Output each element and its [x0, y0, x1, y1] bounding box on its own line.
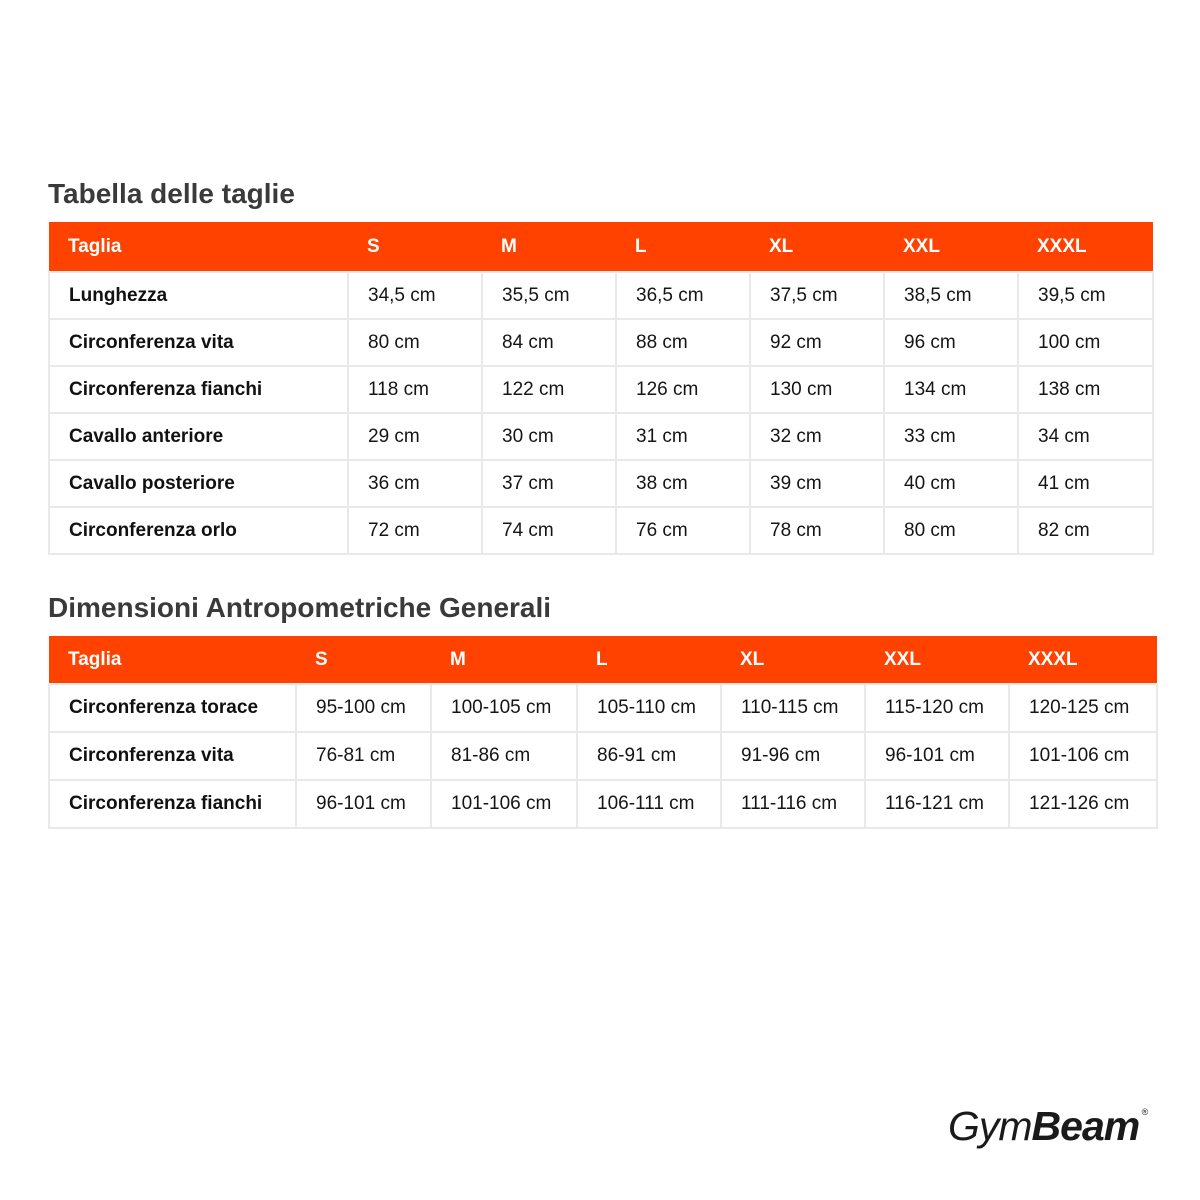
- table-cell: 78 cm: [750, 507, 884, 554]
- table-cell: 38 cm: [616, 460, 750, 507]
- row-label: Circonferenza vita: [49, 732, 296, 780]
- table-cell: 105-110 cm: [577, 684, 721, 732]
- table-cell: 40 cm: [884, 460, 1018, 507]
- table-cell: 95-100 cm: [296, 684, 431, 732]
- row-label: Circonferenza orlo: [49, 507, 348, 554]
- table-row: [49, 732, 1157, 780]
- row-label: Circonferenza fianchi: [49, 366, 348, 413]
- table-row: [49, 272, 1153, 319]
- table-cell: 106-111 cm: [577, 780, 721, 828]
- table-cell: 80 cm: [348, 319, 482, 366]
- column-header-xxxl: XXXL: [1018, 222, 1153, 272]
- table-cell: 130 cm: [750, 366, 884, 413]
- row-label: Circonferenza torace: [49, 684, 296, 732]
- table-cell: 34,5 cm: [348, 272, 482, 319]
- column-header-m: M: [431, 636, 577, 684]
- table-row: [49, 507, 1153, 554]
- table-cell: 82 cm: [1018, 507, 1153, 554]
- table-cell: 101-106 cm: [431, 780, 577, 828]
- table-row: [49, 366, 1153, 413]
- table-cell: 86-91 cm: [577, 732, 721, 780]
- table-cell: 76-81 cm: [296, 732, 431, 780]
- row-label: Lunghezza: [49, 272, 348, 319]
- body-measurements-table: [48, 636, 1158, 829]
- column-header-xxxl: XXXL: [1009, 636, 1157, 684]
- body-measurements-title: Dimensioni Antropometriche Generali: [48, 592, 552, 623]
- table-cell: 101-106 cm: [1009, 732, 1157, 780]
- registered-mark: ®: [1141, 1107, 1149, 1117]
- table-cell: 36,5 cm: [616, 272, 750, 319]
- table-cell: 39,5 cm: [1018, 272, 1153, 319]
- table-cell: 76 cm: [616, 507, 750, 554]
- table-cell: 96-101 cm: [865, 732, 1009, 780]
- table-cell: 30 cm: [482, 413, 616, 460]
- table-cell: 91-96 cm: [721, 732, 865, 780]
- table-cell: 31 cm: [616, 413, 750, 460]
- table-cell: 39 cm: [750, 460, 884, 507]
- column-header-m: M: [482, 222, 616, 272]
- table-cell: 118 cm: [348, 366, 482, 413]
- table-cell: 36 cm: [348, 460, 482, 507]
- column-header-s: S: [296, 636, 431, 684]
- table-row: [49, 460, 1153, 507]
- table-cell: 120-125 cm: [1009, 684, 1157, 732]
- table-cell: 37,5 cm: [750, 272, 884, 319]
- column-header-s: S: [348, 222, 482, 272]
- table-cell: 84 cm: [482, 319, 616, 366]
- table-cell: 116-121 cm: [865, 780, 1009, 828]
- row-label: Circonferenza vita: [49, 319, 348, 366]
- row-label: Circonferenza fianchi: [49, 780, 296, 828]
- table-cell: 115-120 cm: [865, 684, 1009, 732]
- gymbeam-logo: [948, 1103, 1149, 1149]
- table-cell: 29 cm: [348, 413, 482, 460]
- table-cell: 33 cm: [884, 413, 1018, 460]
- row-label: Cavallo posteriore: [49, 460, 348, 507]
- row-label: Cavallo anteriore: [49, 413, 348, 460]
- column-header-size: Taglia: [49, 222, 348, 272]
- logo-text-gym: Gym: [948, 1103, 1032, 1149]
- table-cell: 34 cm: [1018, 413, 1153, 460]
- table-cell: 110-115 cm: [721, 684, 865, 732]
- table-cell: 111-116 cm: [721, 780, 865, 828]
- column-header-size: Taglia: [49, 636, 296, 684]
- table-cell: 80 cm: [884, 507, 1018, 554]
- table-cell: 122 cm: [482, 366, 616, 413]
- table-cell: 138 cm: [1018, 366, 1153, 413]
- table-cell: 88 cm: [616, 319, 750, 366]
- column-header-l: L: [616, 222, 750, 272]
- table-cell: 121-126 cm: [1009, 780, 1157, 828]
- table-cell: 38,5 cm: [884, 272, 1018, 319]
- table-header-row: [49, 636, 1157, 684]
- size-chart-table: [48, 222, 1154, 555]
- column-header-xl: XL: [750, 222, 884, 272]
- table-cell: 126 cm: [616, 366, 750, 413]
- table-cell: 81-86 cm: [431, 732, 577, 780]
- table-cell: 96-101 cm: [296, 780, 431, 828]
- logo-text-beam: Beam: [1031, 1103, 1140, 1149]
- table-cell: 100-105 cm: [431, 684, 577, 732]
- table-header-row: [49, 222, 1153, 272]
- table-cell: 37 cm: [482, 460, 616, 507]
- table-cell: 74 cm: [482, 507, 616, 554]
- table-cell: 72 cm: [348, 507, 482, 554]
- table-row: [49, 319, 1153, 366]
- column-header-xxl: XXL: [884, 222, 1018, 272]
- table-cell: 35,5 cm: [482, 272, 616, 319]
- table-cell: 134 cm: [884, 366, 1018, 413]
- table-cell: 96 cm: [884, 319, 1018, 366]
- table-cell: 32 cm: [750, 413, 884, 460]
- table-cell: 92 cm: [750, 319, 884, 366]
- column-header-xxl: XXL: [865, 636, 1009, 684]
- table-row: [49, 780, 1157, 828]
- table-row: [49, 413, 1153, 460]
- table-cell: 100 cm: [1018, 319, 1153, 366]
- size-chart-title: Tabella delle taglie: [48, 178, 295, 209]
- table-cell: 41 cm: [1018, 460, 1153, 507]
- table-row: [49, 684, 1157, 732]
- column-header-xl: XL: [721, 636, 865, 684]
- column-header-l: L: [577, 636, 721, 684]
